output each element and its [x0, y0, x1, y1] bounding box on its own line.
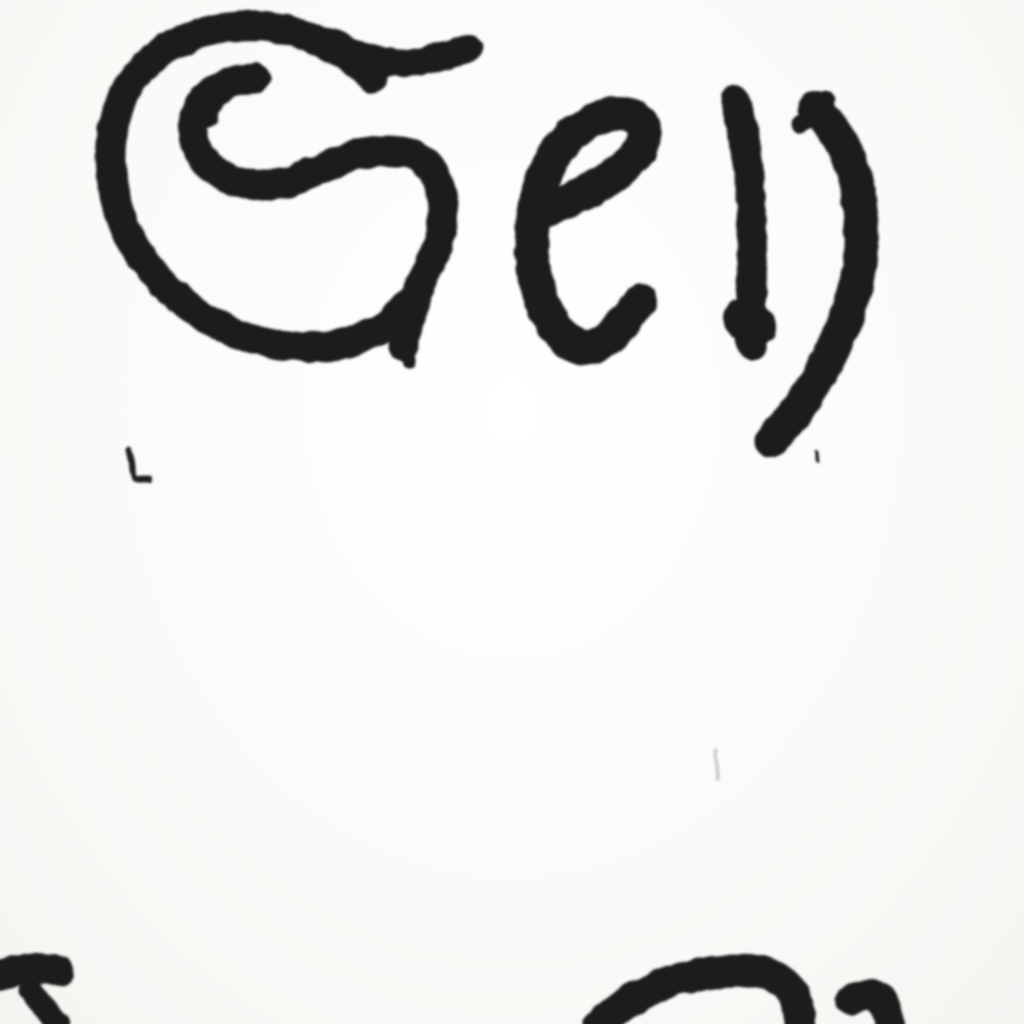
glyph-capital-s [110, 26, 470, 362]
ink-layer [0, 26, 890, 1024]
glyph-y [735, 100, 861, 440]
glyph-e [531, 113, 644, 348]
print-specks [128, 450, 818, 780]
next-line-fragments [0, 968, 890, 1024]
